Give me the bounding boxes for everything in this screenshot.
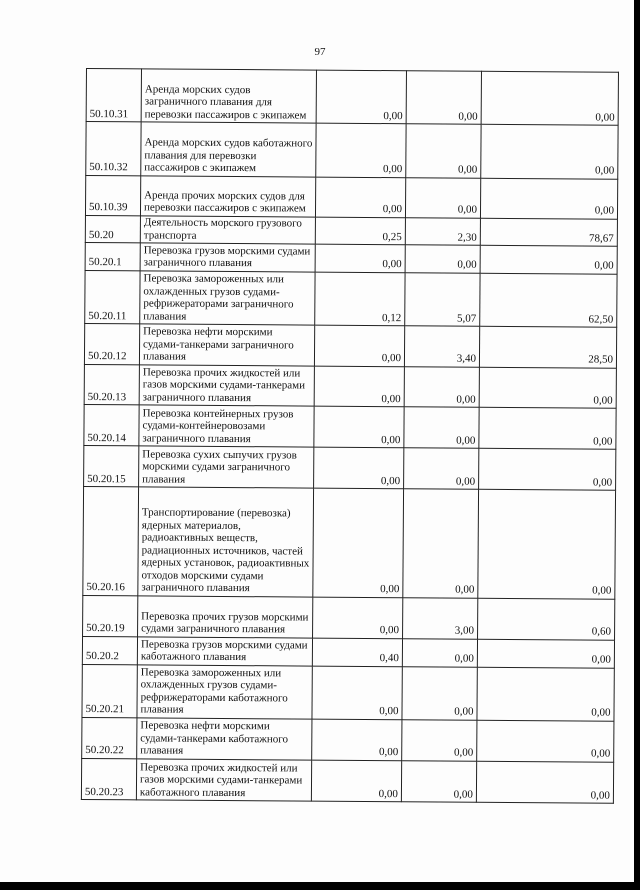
row-value-3: 28,50 bbox=[479, 327, 616, 368]
row-value-1: 0,00 bbox=[312, 719, 402, 761]
table-row bbox=[81, 758, 613, 803]
table-row bbox=[84, 324, 616, 368]
row-value-1: 0,00 bbox=[313, 488, 404, 597]
row-description: Аренда морских судов каботажного плавания для перевозки пассажиров с экипажем bbox=[141, 122, 316, 177]
row-value-2: 0,00 bbox=[401, 761, 476, 803]
scan-edge-bottom bbox=[0, 882, 640, 890]
row-description: Аренда прочих морских судов для перевозки пассажиров с экипажем bbox=[140, 176, 315, 217]
row-description: Перевозка нефти морскими судами-танкерами заграничного плавания bbox=[139, 324, 314, 366]
table-row bbox=[86, 122, 618, 179]
row-value-3: 0,00 bbox=[478, 489, 616, 599]
row-value-2: 0,00 bbox=[403, 489, 479, 598]
row-value-2: 0,00 bbox=[402, 720, 477, 762]
row-value-3: 0,00 bbox=[479, 448, 616, 490]
row-value-2: 2,30 bbox=[405, 217, 480, 245]
row-value-3: 0,00 bbox=[480, 178, 617, 219]
row-value-1: 0,40 bbox=[312, 638, 402, 666]
row-code: 50.20.11 bbox=[85, 270, 140, 324]
page-number: 97 bbox=[314, 46, 326, 58]
table-container bbox=[81, 68, 618, 804]
row-value-3: 62,50 bbox=[480, 273, 617, 327]
row-value-3: 78,67 bbox=[480, 218, 617, 247]
scan-edge-right bbox=[634, 0, 640, 890]
row-code: 50.20.23 bbox=[81, 758, 136, 799]
row-value-3: 0,00 bbox=[481, 71, 618, 125]
row-description: Перевозка прочих жидкостей или газов морскими судами-танкерами заграничного плавания bbox=[139, 365, 314, 407]
row-value-2: 0,00 bbox=[404, 407, 479, 449]
row-code: 50.10.39 bbox=[85, 175, 140, 215]
row-description: Перевозка сухих сыпучих грузов морскими судами заграничного плавания bbox=[139, 446, 314, 488]
row-code: 50.20.2 bbox=[82, 636, 137, 664]
table-row bbox=[82, 664, 614, 721]
row-code: 50.10.32 bbox=[86, 122, 141, 176]
table-row bbox=[84, 446, 616, 491]
table-row bbox=[85, 270, 617, 327]
row-value-3: 0,00 bbox=[480, 246, 617, 275]
row-value-2: 3,40 bbox=[404, 326, 479, 367]
row-code: 50.20.21 bbox=[82, 664, 137, 718]
table-row bbox=[84, 405, 616, 450]
row-code: 50.20 bbox=[85, 215, 140, 243]
row-value-3: 0,00 bbox=[481, 125, 618, 179]
row-value-2: 3,00 bbox=[403, 598, 478, 640]
row-description: Перевозка нефти морскими судами-танкерами каботажного плавания bbox=[137, 718, 312, 760]
row-value-1: 0,00 bbox=[315, 244, 405, 272]
row-description: Перевозка грузов морскими судами заграничного плавания bbox=[140, 243, 315, 272]
row-code: 50.20.19 bbox=[83, 595, 138, 636]
table-row bbox=[86, 69, 618, 126]
row-value-3: 0,00 bbox=[477, 639, 614, 668]
row-value-2: 0,00 bbox=[404, 366, 479, 407]
row-value-1: 0,00 bbox=[316, 70, 406, 124]
row-code: 50.20.1 bbox=[85, 243, 140, 271]
row-description: Перевозка замороженных или охлажденных грузов судами-рефрижераторами каботажного плавания bbox=[137, 664, 312, 719]
table-row bbox=[85, 175, 617, 219]
row-code: 50.20.12 bbox=[84, 324, 139, 365]
row-value-2: 0,00 bbox=[402, 666, 477, 720]
row-value-2: 0,00 bbox=[406, 124, 481, 178]
row-value-1: 0,00 bbox=[314, 447, 404, 489]
row-code: 50.10.31 bbox=[86, 69, 141, 123]
activity-codes-table bbox=[81, 68, 619, 804]
row-value-1: 0,00 bbox=[316, 123, 406, 177]
row-value-1: 0,00 bbox=[314, 325, 404, 366]
row-description: Транспортирование (перевозка) ядерных материалов, радиоактивных веществ, радиационных источников, частей ядерных установок, радиоактивных отходов морскими судами заграничного плавания bbox=[138, 487, 314, 597]
row-code: 50.20.15 bbox=[84, 446, 139, 487]
row-value-1: 0,00 bbox=[313, 597, 403, 639]
row-value-1: 0,25 bbox=[315, 217, 405, 245]
row-value-3: 0,00 bbox=[477, 667, 614, 721]
row-value-1: 0,00 bbox=[314, 406, 404, 448]
row-value-3: 0,60 bbox=[478, 598, 615, 640]
row-value-1: 0,00 bbox=[314, 366, 404, 407]
row-code: 50.20.16 bbox=[83, 487, 139, 596]
row-value-2: 0,00 bbox=[404, 448, 479, 490]
row-description: Перевозка контейнерных грузов судами-контейнеровозами заграничного плавания bbox=[139, 405, 314, 447]
row-code: 50.20.14 bbox=[84, 405, 139, 446]
row-description: Перевозка замороженных или охлажденных грузов судами-рефрижераторами заграничного плавания bbox=[140, 271, 315, 326]
row-code: 50.20.22 bbox=[82, 717, 137, 758]
row-value-3: 0,00 bbox=[476, 761, 613, 803]
table-row bbox=[82, 717, 614, 762]
table-row bbox=[85, 215, 617, 246]
row-description: Аренда морских судов заграничного плавания для перевозки пассажиров с экипажем bbox=[141, 69, 316, 124]
table-row bbox=[83, 487, 616, 599]
row-value-1: 0,12 bbox=[315, 272, 405, 326]
row-description: Перевозка прочих жидкостей или газов морскими судами-танкерами каботажного плавания bbox=[136, 759, 311, 801]
row-value-3: 0,00 bbox=[479, 367, 616, 408]
table-body bbox=[81, 69, 618, 804]
row-value-2: 0,00 bbox=[405, 177, 480, 218]
row-value-3: 0,00 bbox=[477, 720, 614, 762]
row-value-1: 0,00 bbox=[311, 760, 401, 802]
row-value-1: 0,00 bbox=[315, 177, 405, 218]
row-value-2: 0,00 bbox=[402, 639, 477, 667]
row-value-1: 0,00 bbox=[312, 666, 402, 720]
table-row bbox=[84, 364, 616, 408]
row-value-2: 0,00 bbox=[405, 245, 480, 273]
table-row bbox=[85, 243, 617, 274]
table-row bbox=[83, 595, 615, 640]
row-value-2: 0,00 bbox=[406, 71, 481, 125]
table-row bbox=[82, 636, 614, 667]
row-description: Деятельность морского грузового транспорта bbox=[140, 215, 315, 244]
row-value-3: 0,00 bbox=[479, 407, 616, 449]
row-value-2: 5,07 bbox=[405, 273, 480, 327]
row-description: Перевозка грузов морскими судами каботажного плавания bbox=[137, 637, 312, 666]
row-description: Перевозка прочих грузов морскими судами заграничного плавания bbox=[138, 596, 313, 638]
row-code: 50.20.13 bbox=[84, 364, 139, 405]
